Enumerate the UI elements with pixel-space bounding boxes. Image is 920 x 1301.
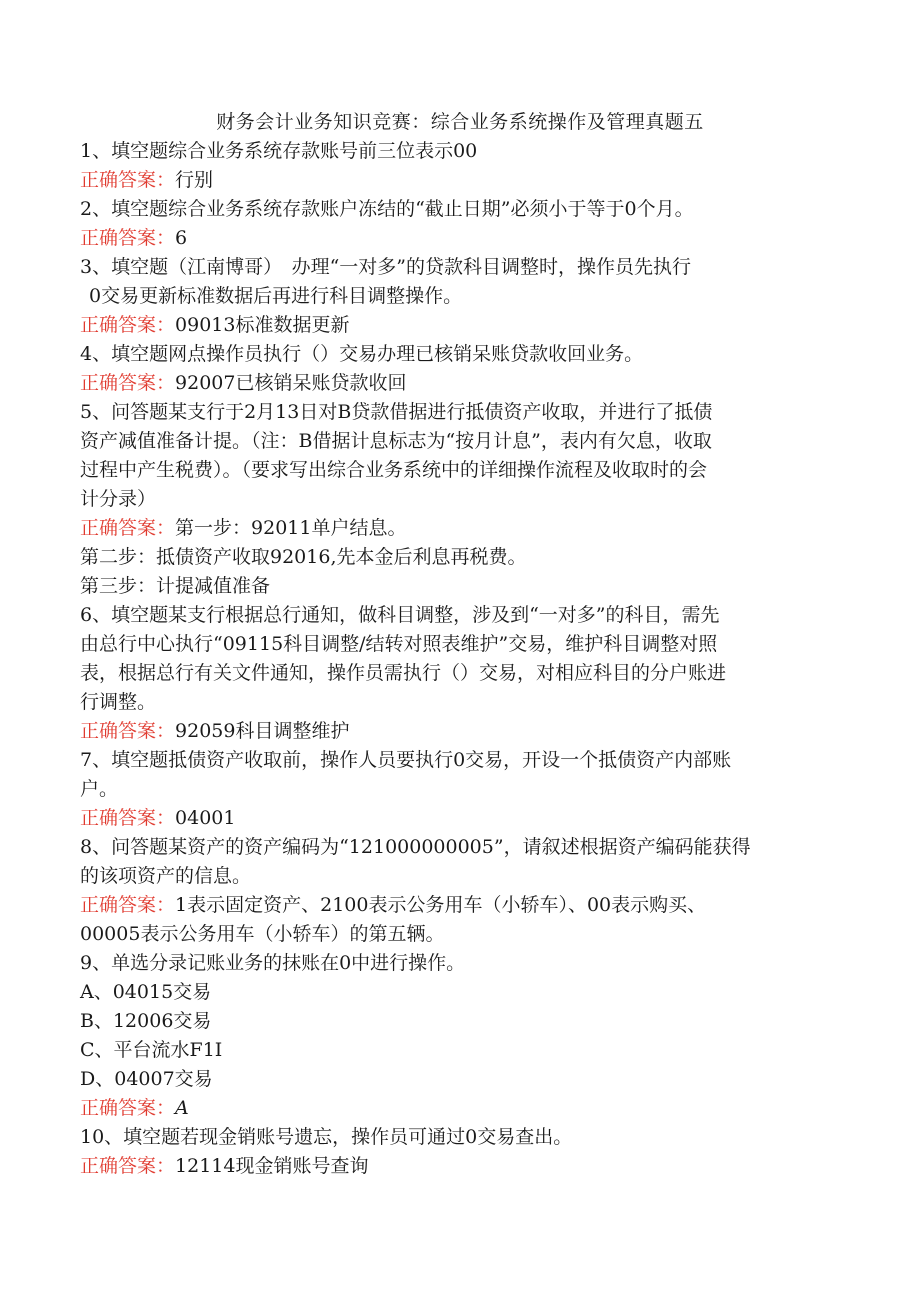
answer-5 — [80, 514, 840, 543]
answer-5-step-2: 第二步：抵债资产收取92016,先本金后利息再税费。 — [80, 546, 527, 568]
option-b: B、12006交易 — [80, 1010, 212, 1032]
answer-label: 正确答案： — [80, 517, 176, 539]
answer-8 — [80, 891, 840, 920]
question-8-line-2: 的该项资产的信息。 — [80, 865, 252, 887]
answer-value: A — [175, 1097, 189, 1119]
answer-label: 正确答案： — [80, 372, 176, 394]
answer-value: 1表示固定资产、2100表示公务用车（小轿车）、00表示购买、 — [175, 894, 707, 916]
answer-1 — [80, 166, 840, 195]
answer-label: 正确答案： — [80, 169, 176, 191]
answer-value: 92059科目调整维护 — [175, 720, 350, 742]
answer-label: 正确答案： — [80, 894, 176, 916]
answer-value: 第一步：92011单户结息。 — [175, 517, 407, 539]
question-6-line-3: 表，根据总行有关文件通知，操作员需执行（）交易，对相应科目的分户账进 — [80, 662, 727, 684]
answer-5-step-3: 第三步：计提减值准备 — [80, 575, 271, 597]
answer-label: 正确答案： — [80, 314, 176, 336]
question-3-line-1: 3、填空题（江南博哥） 办理“一对多”的贷款科目调整时，操作员先执行 — [80, 256, 692, 278]
answer-2 — [80, 224, 840, 253]
answer-3 — [80, 311, 840, 340]
option-a: A、04015交易 — [80, 981, 212, 1003]
answer-value: 04001 — [175, 807, 236, 829]
question-9: 9、单选分录记账业务的抹账在0中进行操作。 — [80, 952, 466, 974]
page-title: 财务会计业务知识竞赛：综合业务系统操作及管理真题五 — [216, 111, 704, 133]
answer-value: 92007已核销呆账贷款收回 — [175, 372, 407, 394]
answer-6 — [80, 717, 840, 746]
question-5-line-3: 过程中产生税费）。（要求写出综合业务系统中的详细操作流程及收取时的会 — [80, 459, 708, 481]
document-page — [80, 108, 840, 1181]
question-5-line-2: 资产减值准备计提。（注：B借据计息标志为“按月计息”，表内有欠息，收取 — [80, 430, 712, 452]
question-3-line-2: 0交易更新标准数据后再进行科目调整操作。 — [89, 285, 463, 307]
answer-value: 行别 — [175, 169, 214, 191]
answer-8-line-2: 00005表示公务用车（小轿车）的第五辆。 — [80, 923, 445, 945]
question-6-line-2: 由总行中心执行“09115科目调整/结转对照表维护”交易，维护科目调整对照 — [80, 633, 718, 655]
answer-label: 正确答案： — [80, 1097, 176, 1119]
question-6-line-1: 6、填空题某支行根据总行通知，做科目调整，涉及到“一对多”的科目，需先 — [80, 604, 720, 626]
answer-9 — [80, 1094, 840, 1123]
option-c: C、平台流水F1I — [80, 1039, 223, 1061]
answer-4 — [80, 369, 840, 398]
question-10: 10、填空题若现金销账号遗忘，操作员可通过0交易查出。 — [80, 1126, 573, 1148]
question-8-line-1: 8、问答题某资产的资产编码为“121000000005”，请叙述根据资产编码能获得 — [80, 836, 751, 858]
answer-label: 正确答案： — [80, 720, 176, 742]
answer-10 — [80, 1152, 840, 1181]
answer-label: 正确答案： — [80, 807, 176, 829]
question-2: 2、填空题综合业务系统存款账户冻结的“截止日期”必须小于等于0个月。 — [80, 198, 694, 220]
question-4: 4、填空题网点操作员执行（）交易办理已核销呆账贷款收回业务。 — [80, 343, 644, 365]
question-5-line-4: 计分录） — [80, 488, 157, 510]
answer-label: 正确答案： — [80, 227, 176, 249]
answer-label: 正确答案： — [80, 1155, 176, 1177]
option-d: D、04007交易 — [80, 1068, 213, 1090]
question-6-line-4: 行调整。 — [80, 691, 157, 713]
answer-value: 09013标准数据更新 — [175, 314, 350, 336]
answer-value: 12114现金销账号查询 — [175, 1155, 369, 1177]
question-7-line-1: 7、填空题抵债资产收取前，操作人员要执行0交易，开设一个抵债资产内部账 — [80, 749, 732, 771]
question-7-line-2: 户。 — [80, 778, 119, 800]
answer-value: 6 — [175, 227, 188, 249]
answer-7 — [80, 804, 840, 833]
question-1: 1、填空题综合业务系统存款账号前三位表示00 — [80, 140, 478, 162]
question-5-line-1: 5、问答题某支行于2月13日对B贷款借据进行抵债资产收取，并进行了抵债 — [80, 401, 713, 423]
